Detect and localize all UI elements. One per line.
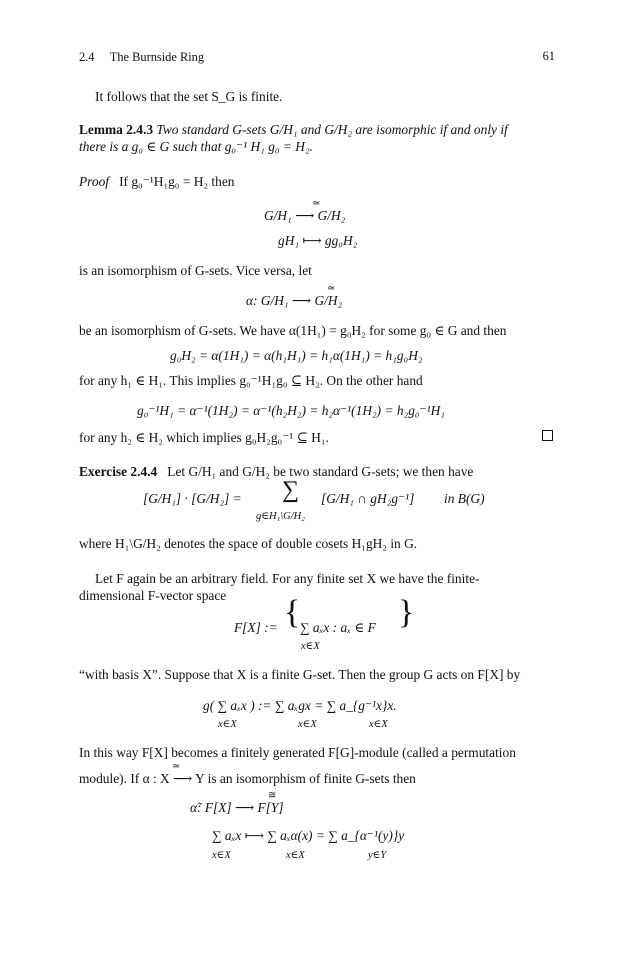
page-number: 61 <box>542 49 555 63</box>
exercise-label: Exercise 2.4.4 <box>79 464 158 479</box>
eq-burnside-right: in B(G) <box>444 491 485 506</box>
basis-text: “with basis X”. Suppose that X is a finite G-set. Then the group G acts on F[X] by <box>79 667 521 682</box>
proof-label: Proof <box>79 174 110 189</box>
field-line-1: Let F again be an arbitrary field. For any finite set X we have the finite- <box>95 571 480 586</box>
eq-tilde-sub-3: y∈Y <box>368 850 387 861</box>
section-number: 2.4 <box>79 50 95 64</box>
lemma-text-1: Two standard G-sets G/H₁ and G/H₂ are isomorphic if and only if <box>156 122 508 137</box>
proof-text-4: for any h₁ ∈ H₁. This implies g₀⁻¹H₁g₀ ⊆ H₂. On the other hand <box>79 373 423 388</box>
eq-tilde-map: α̃: F[X] ⟶ F[Y] <box>190 800 284 815</box>
eq-action-sub-3: x∈X <box>369 719 388 730</box>
eq-burnside-sub: g∈H₁\G/H₂ <box>256 511 305 522</box>
eq-coset-elem: gH₁ ⟼ gg₀H₂ <box>278 233 358 248</box>
brace-right-icon: } <box>398 594 415 631</box>
proof-start <box>79 173 234 190</box>
qed-square-icon <box>542 430 553 441</box>
exercise-line <box>79 463 473 480</box>
eq-tilde-sub-1: x∈X <box>212 850 231 861</box>
proof-text-3: be an isomorphism of G-sets. We have α(1H₁) = g₀H₂ for some g₀ ∈ G and then <box>79 323 507 338</box>
eq-alpha-chain: g₀H₂ = α(1H₁) = α(h₁H₁) = h₁α(1H₁) = h₁g₀H₂ <box>170 348 423 363</box>
eq-inverse-chain: g₀⁻¹H₁ = α⁻¹(1H₂) = α⁻¹(h₂H₂) = h₂α⁻¹(1H₂) = h₂g₀⁻¹H₁ <box>137 403 445 418</box>
proof-text-2: is an isomorphism of G-sets. Vice versa, let <box>79 263 312 278</box>
permutation-line-1: In this way F[X] becomes a finitely generated F[G]-module (called a permutation <box>79 745 516 760</box>
eq-burnside-term: [G/H₁ ∩ gH₂g⁻¹] <box>321 491 415 506</box>
iso-symbol-1: ≃ <box>312 198 321 209</box>
proof-first-text: If g₀⁻¹H₁g₀ = H₂ then <box>119 174 235 189</box>
eq-alpha-map: α: G/H₁ ⟶ G/H₂ <box>246 293 343 308</box>
eq-action-sub-1: x∈X <box>218 719 237 730</box>
iso-symbol-2: ≃ <box>327 283 336 294</box>
eq-burnside-left: [G/H₁] · [G/H₂] = <box>143 491 242 506</box>
eq-burnside-sum: ∑ <box>282 477 300 503</box>
proof-text-5: for any h₂ ∈ H₂ which implies g₀H₂g₀⁻¹ ⊆ H₁. <box>79 430 329 445</box>
eq-tilde-elem: ∑ aₓx ⟼ ∑ aₓα(x) = ∑ a_{α⁻¹(y)}y <box>212 828 405 843</box>
eq-coset-map: G/H₁ ⟶ G/H₂ <box>264 208 346 223</box>
permutation-line-2: module). If α : X ⟶ Y is an isomorphism of finite G-sets then <box>79 771 416 786</box>
iso-symbol-4: ≅ <box>268 790 277 801</box>
lemma-line-2: there is a g₀ ∈ G such that g₀⁻¹ H₁ g₀ = H₂. <box>79 139 313 154</box>
double-coset-text: where H₁\G/H₂ denotes the space of double cosets H₁gH₂ in G. <box>79 536 418 551</box>
eq-action-sub-2: x∈X <box>298 719 317 730</box>
running-header <box>79 49 204 66</box>
section-title: The Burnside Ring <box>109 50 205 64</box>
iso-symbol-3: ≃ <box>172 761 181 772</box>
lemma-line-1 <box>79 121 508 138</box>
brace-left-icon: { <box>284 594 301 631</box>
eq-action: g( ∑ aₓx ) := ∑ aₓgx = ∑ a_{g⁻¹x}x. <box>203 698 397 713</box>
field-line-2: dimensional F-vector space <box>79 588 227 603</box>
eq-tilde-sub-2: x∈X <box>286 850 305 861</box>
finite-statement: It follows that the set S_G is finite. <box>95 89 283 104</box>
eq-vector-space-inner: ∑ aₓx : aₓ ∈ F <box>300 620 376 635</box>
lemma-label: Lemma 2.4.3 <box>79 122 154 137</box>
eq-vector-space-sub: x∈X <box>301 641 320 652</box>
eq-vector-space-left: F[X] := <box>234 620 278 635</box>
exercise-text: Let G/H₁ and G/H₂ be two standard G-sets; we then have <box>167 464 474 479</box>
